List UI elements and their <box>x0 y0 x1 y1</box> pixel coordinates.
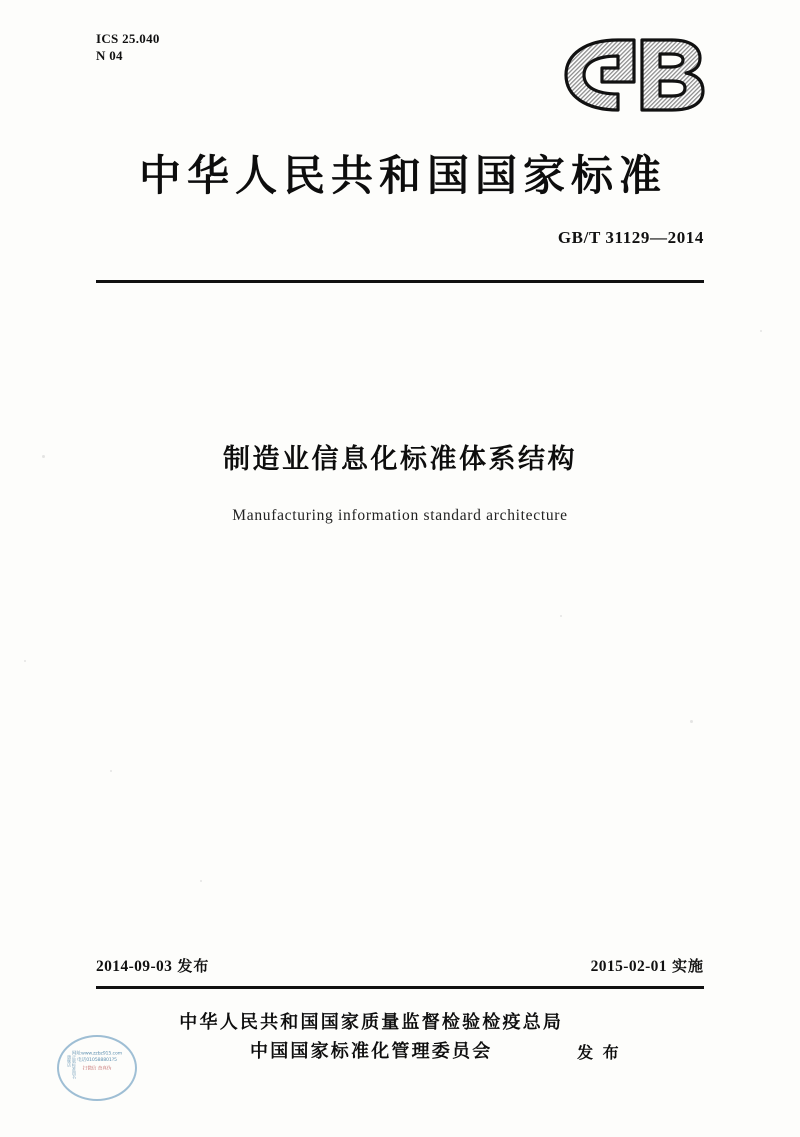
issue-date-group <box>96 955 209 976</box>
footer-divider <box>96 986 704 989</box>
classification-block <box>96 30 160 64</box>
paper-speck <box>110 770 112 772</box>
paper-speck <box>24 660 26 662</box>
implement-date: 2015-02-01 <box>590 958 667 975</box>
seal-line-1: 网址www.zzbz915.com <box>71 1050 123 1057</box>
document-title-chinese: 制造业信息化标准体系结构 <box>223 444 577 475</box>
issue-date: 2014-09-03 <box>96 958 173 975</box>
verification-seal <box>57 1035 137 1101</box>
seal-line-2: 电话010588801?5 <box>77 1057 117 1063</box>
seal-text <box>61 1051 133 1073</box>
gb-emblem-icon <box>556 34 708 116</box>
seal-line-3: 扫微信 查真伪 <box>82 1065 112 1072</box>
document-title-english: Manufacturing information standard architecture <box>232 507 568 524</box>
issuer-line-1: 中华人民共和国国家质量监督检验检疫总局 <box>179 1012 564 1033</box>
paper-speck <box>760 330 762 332</box>
issuer-names <box>179 1008 563 1066</box>
paper-speck <box>200 880 202 882</box>
paper-speck <box>690 720 693 723</box>
seal-side-text: 正版标准图书旗舰店 <box>67 1055 77 1079</box>
issue-label: 发布 <box>177 957 210 975</box>
implement-date-group <box>591 955 704 976</box>
issuer-action-label: 发 布 <box>577 1043 621 1062</box>
standard-number: GB/T 31129—2014 <box>557 228 704 247</box>
implement-label: 实施 <box>671 957 704 975</box>
standard-series-title: 中华人民共和国国家标准 <box>138 151 667 200</box>
ccs-code: N 04 <box>96 48 123 63</box>
header-divider <box>96 280 704 283</box>
paper-speck <box>560 615 562 617</box>
date-row <box>96 955 704 976</box>
issuer-line-2: 中国国家标准化管理委员会 <box>250 1041 493 1062</box>
ics-code: ICS 25.040 <box>96 31 160 46</box>
